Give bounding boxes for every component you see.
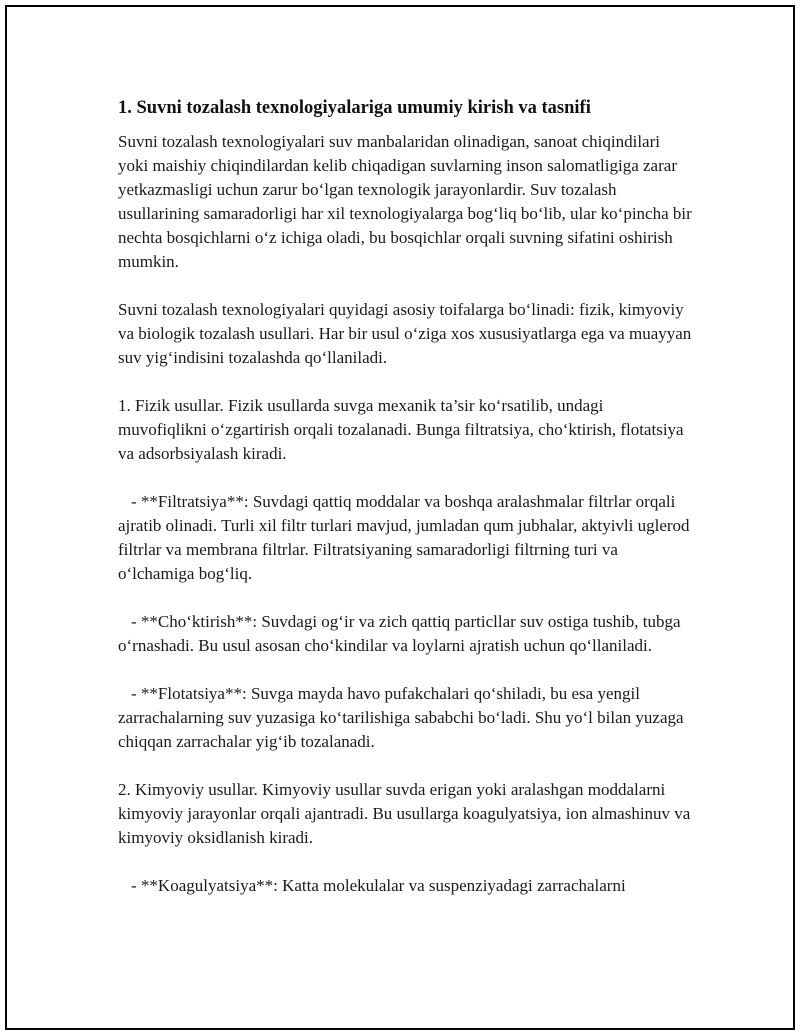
physical-methods-paragraph: 1. Fizik usullar. Fizik usullarda suvga mexanik ta’sir ko‘rsatilib, undagi muvofiqlikni o‘zgartirish orqali tozalanadi. Bunga filtratsiya, cho‘ktirish, flotatsiya va adsorbsiyalash kiradi. xyxy=(118,396,684,463)
chemical-methods-paragraph: 2. Kimyoviy usullar. Kimyoviy usullar suvda erigan yoki aralashgan moddalarni kimyoviy jarayonlar orqali ajantradi. Bu usullarga koagulyatsiya, ion almashinuv va kimyoviy oksidlanish kiradi. xyxy=(118,780,691,847)
sedimentation-item: - **Cho‘ktirish**: Suvdagi og‘ir va zich qattiq particllar suv ostiga tushib, tubga o‘rnashadi. Bu usul asosan cho‘kindilar va loylarni ajratish uchun qo‘llaniladi. xyxy=(118,612,681,655)
document-content xyxy=(118,96,693,898)
filtration-item: - **Filtratsiya**: Suvdagi qattiq moddalar va boshqa aralashmalar filtrlar orqali ajratib olinadi. Turli xil filtr turlari mavjud, jumladan qum jubhalar, aktyivli uglerod filtrlar va membrana filtrlar. Filtratsiyaning samaradorligi filtrning turi va o‘lchamiga bog‘liq. xyxy=(118,492,690,583)
flotation-item: - **Flotatsiya**: Suvga mayda havo pufakchalari qo‘shiladi, bu esa yengil zarrachalarning suv yuzasiga ko‘tarilishiga sababchi bo‘ladi. Shu yo‘l bilan yuzaga chiqqan zarrachalar yig‘ib tozalanadi. xyxy=(118,684,684,751)
document-title: 1. Suvni tozalash texnologiyalariga umumiy kirish va tasnifi xyxy=(118,98,591,118)
document-page xyxy=(5,5,795,1030)
coagulation-item: - **Koagulyatsiya**: Katta molekulalar va suspenziyadagi zarrachalarni xyxy=(131,876,626,895)
intro-paragraph: Suvni tozalash texnologiyalari suv manbalaridan olinadigan, sanoat chiqindilari yoki maishiy chiqindilardan kelib chiqadigan suvlarning inson salomatligiga zarar yetkazmasligi uchun zarur bo‘lgan texnologik jarayonlardir. Suv tozalash usullarining samaradorligi har xil texnologiyalarga bog‘liq bo‘lib, ular ko‘pincha bir nechta bosqichlarni o‘z ichiga oladi, bu bosqichlar orqali suvning sifatini oshirish mumkin. xyxy=(118,132,692,271)
categories-paragraph: Suvni tozalash texnologiyalari quyidagi asosiy toifalarga bo‘linadi: fizik, kimyoviy va biologik tozalash usullari. Har bir usul o‘ziga xos xususiyatlarga ega va muayyan suv yig‘indisini tozalashda qo‘llaniladi. xyxy=(118,300,692,367)
